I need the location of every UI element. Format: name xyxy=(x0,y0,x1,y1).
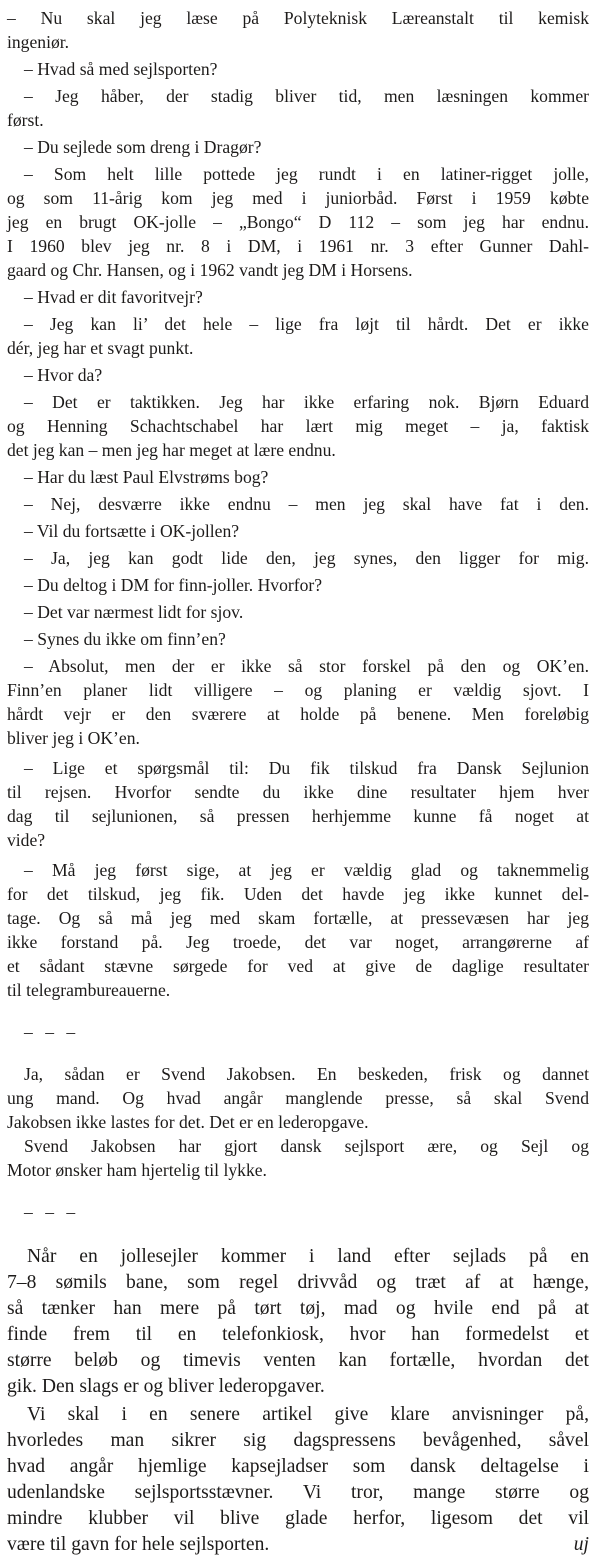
text-line: Jakobsen ikke lastes for det. Det er en lederopgave. xyxy=(7,1112,369,1132)
text-line: vide? xyxy=(7,830,46,850)
text-line: – Hvor da? xyxy=(24,365,103,385)
text-line: I 1960 blev jeg nr. 8 i DM, i 1961 nr. 3 efter Gunner Dahl- xyxy=(7,236,589,256)
text-line: ingeniør. xyxy=(7,32,70,52)
text-line: – Jeg kan li’ det hele – lige fra løjt til hårdt. Det er ikke xyxy=(24,314,589,334)
text-line: et sådant stævne sørgede for ved at give de daglige resultater xyxy=(7,956,589,976)
text-line: og Henning Schachtschabel har lært mig meget – ja, faktisk xyxy=(7,416,589,436)
text-line: – Må jeg først sige, at jeg er vældig glad og taknemmelig xyxy=(24,860,589,880)
text-line: være til gavn for hele sejlsporten. xyxy=(7,1534,270,1555)
text-line: større beløb og timevis venten kan fortælle, hvordan det xyxy=(7,1350,589,1371)
text-line: – Vil du fortsætte i OK-jollen? xyxy=(24,521,240,541)
text-line: – Du deltog i DM for finn-joller. Hvorfor? xyxy=(24,575,323,595)
text-line: ung mand. Og hvad angår manglende presse, så skal Svend xyxy=(7,1088,589,1108)
author-signature: uj xyxy=(573,1534,589,1555)
text-line: – Ja, jeg kan godt lide den, jeg synes, den ligger for mig. xyxy=(24,548,589,568)
text-line: bliver jeg i OK’en. xyxy=(7,728,140,748)
text-line: til telegrambureauerne. xyxy=(7,980,171,1000)
text-line: Vi skal i en senere artikel give klare anvisninger på, xyxy=(27,1404,589,1425)
text-line: mindre klubber vil blive glade herfor, ligesom det vil xyxy=(7,1508,589,1529)
text-line: Ja, sådan er Svend Jakobsen. En beskeden, frisk og dannet xyxy=(24,1064,589,1084)
text-line: udenlandske sejlsportsstævner. Vi tror, mange større og xyxy=(7,1482,589,1503)
section-separator: – – – xyxy=(24,1022,80,1042)
text-line: – Har du læst Paul Elvstrøms bog? xyxy=(24,467,269,487)
text-line: – Som helt lille pottede jeg rundt i en latiner-rigget jolle, xyxy=(24,164,589,184)
text-line: ikke forstand på. Jeg troede, det var noget, arrangørerne af xyxy=(7,932,589,952)
text-line: finde frem til en telefonkiosk, hvor han formedelst et xyxy=(7,1324,589,1345)
text-line: hårdt vejr er den sværere at holde på benene. Men foreløbig xyxy=(7,704,589,724)
text-line: gaard og Chr. Hansen, og i 1962 vandt jeg DM i Horsens. xyxy=(7,260,413,280)
text-line: – Absolut, men der er ikke så stor forskel på den og OK’en. xyxy=(24,656,589,676)
text-line: jeg en brugt OK-jolle – „Bongo“ D 112 – som jeg har endnu. xyxy=(7,212,589,232)
section-separator: – – – xyxy=(24,1202,80,1222)
text-line: – Det er taktikken. Jeg har ikke erfaring nok. Bjørn Eduard xyxy=(24,392,589,412)
text-line: Svend Jakobsen har gjort dansk sejlsport ære, og Sejl og xyxy=(24,1136,589,1156)
text-line: – Nu skal jeg læse på Polyteknisk Læreanstalt til kemisk xyxy=(7,8,589,28)
text-line: det jeg kan – men jeg har meget at lære endnu. xyxy=(7,440,336,460)
text-line: først. xyxy=(7,110,44,130)
text-line: 7–8 sømils bane, som regel drivvåd og træt af at hænge, xyxy=(7,1272,589,1293)
text-line: så tænker han mere på tørt tøj, mad og hvile end på at xyxy=(7,1298,589,1319)
text-line: og som 11-årig kom jeg med i juniorbåd. Først i 1959 købte xyxy=(7,188,589,208)
text-line: – Nej, desværre ikke endnu – men jeg skal have fat i den. xyxy=(24,494,589,514)
text-line: – Du sejlede som dreng i Dragør? xyxy=(24,137,262,157)
text-line: dér, jeg har et svagt punkt. xyxy=(7,338,194,358)
text-line: tage. Og så må jeg med skam fortælle, at pressevæsen har jeg xyxy=(7,908,589,928)
text-line: hvad angår hjemlige kapsejladser som dansk deltagelse i xyxy=(7,1456,589,1477)
text-line: hvorledes man sikrer sig dagspressens bevågenhed, såvel xyxy=(7,1430,589,1451)
text-line: for det tilskud, jeg fik. Uden det havde jeg ikke kunnet del- xyxy=(7,884,589,904)
text-line: Motor ønsker ham hjertelig til lykke. xyxy=(7,1160,267,1180)
text-line: gik. Den slags er og bliver lederopgaver. xyxy=(7,1376,325,1397)
text-line: – Synes du ikke om finn’en? xyxy=(24,629,226,649)
text-line: – Jeg håber, der stadig bliver tid, men læsningen kommer xyxy=(24,86,589,106)
text-line: – Det var nærmest lidt for sjov. xyxy=(24,602,244,622)
text-line: til rejsen. Hvorfor sendte du ikke dine resultater hjem hver xyxy=(7,782,589,802)
text-line: – Lige et spørgsmål til: Du fik tilskud fra Dansk Sejlunion xyxy=(24,758,589,778)
text-line: Når en jollesejler kommer i land efter sejlads på en xyxy=(27,1246,589,1267)
text-line: dag til sejlunionen, så pressen herhjemme kunne få noget at xyxy=(7,806,589,826)
text-line: – Hvad så med sejlsporten? xyxy=(24,59,218,79)
text-line: Finn’en planer lidt villigere – og planing er vældig sjovt. I xyxy=(7,680,589,700)
text-line: – Hvad er dit favoritvejr? xyxy=(24,287,203,307)
